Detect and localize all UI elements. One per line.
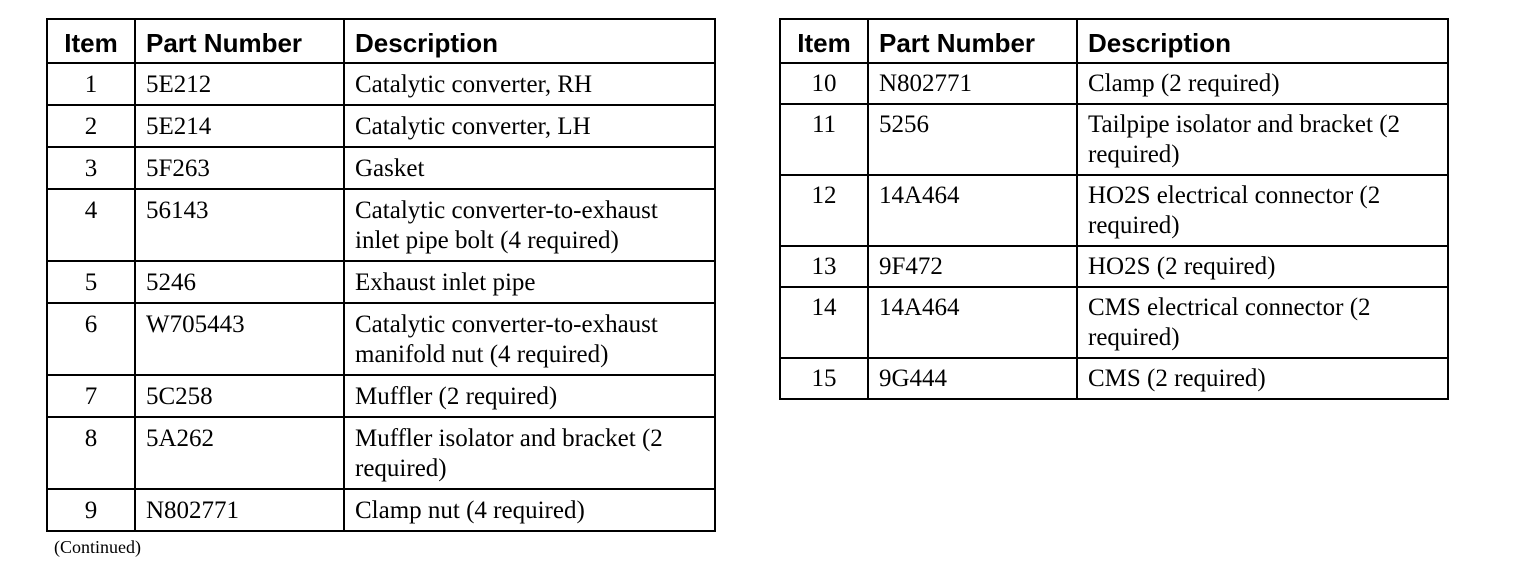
- item-cell: 4: [47, 189, 135, 261]
- item-cell: 14: [780, 287, 868, 358]
- table-row: [47, 189, 715, 261]
- table-row: [47, 489, 715, 531]
- description-cell: Catalytic converter, LH: [344, 105, 715, 147]
- table-row: [47, 147, 715, 189]
- description-cell: Catalytic converter, RH: [344, 63, 715, 105]
- item-cell: 9: [47, 489, 135, 531]
- part-number-cell: 5A262: [135, 417, 344, 489]
- item-cell: 15: [780, 358, 868, 399]
- description-cell: Catalytic converter-to-exhaust manifold nut (4 required): [344, 303, 715, 375]
- table-row: [47, 417, 715, 489]
- description-cell: Gasket: [344, 147, 715, 189]
- part-number-cell: 9G444: [868, 358, 1077, 399]
- part-number-cell: N802771: [868, 63, 1077, 104]
- parts-table-right: [779, 18, 1449, 400]
- description-cell: Muffler (2 required): [344, 375, 715, 417]
- table-row: [47, 261, 715, 303]
- column-header-description: Description: [1077, 19, 1448, 63]
- part-number-cell: 5E212: [135, 63, 344, 105]
- part-number-cell: 14A464: [868, 287, 1077, 358]
- item-cell: 13: [780, 246, 868, 287]
- continued-note: (Continued): [54, 537, 141, 557]
- item-cell: 3: [47, 147, 135, 189]
- item-cell: 10: [780, 63, 868, 104]
- item-cell: 6: [47, 303, 135, 375]
- column-header-item: Item: [47, 19, 135, 63]
- item-cell: 1: [47, 63, 135, 105]
- description-cell: CMS electrical connector (2 required): [1077, 287, 1448, 358]
- description-cell: HO2S (2 required): [1077, 246, 1448, 287]
- table-header-row: [780, 19, 1448, 63]
- table-row: [780, 246, 1448, 287]
- table-header-row: [47, 19, 715, 63]
- description-cell: Muffler isolator and bracket (2 required): [344, 417, 715, 489]
- item-cell: 2: [47, 105, 135, 147]
- description-cell: HO2S electrical connector (2 required): [1077, 175, 1448, 246]
- part-number-cell: 56143: [135, 189, 344, 261]
- column-header-part-number: Part Number: [868, 19, 1077, 63]
- description-cell: CMS (2 required): [1077, 358, 1448, 399]
- table-row: [780, 63, 1448, 104]
- part-number-cell: 9F472: [868, 246, 1077, 287]
- item-cell: 8: [47, 417, 135, 489]
- item-cell: 5: [47, 261, 135, 303]
- part-number-cell: 5E214: [135, 105, 344, 147]
- table-row: [780, 104, 1448, 175]
- table-row: [47, 303, 715, 375]
- table-row: [47, 375, 715, 417]
- description-cell: Clamp (2 required): [1077, 63, 1448, 104]
- part-number-cell: N802771: [135, 489, 344, 531]
- item-cell: 11: [780, 104, 868, 175]
- description-cell: Clamp nut (4 required): [344, 489, 715, 531]
- part-number-cell: 14A464: [868, 175, 1077, 246]
- description-cell: Exhaust inlet pipe: [344, 261, 715, 303]
- part-number-cell: 5C258: [135, 375, 344, 417]
- column-header-description: Description: [344, 19, 715, 63]
- part-number-cell: 5246: [135, 261, 344, 303]
- description-cell: Tailpipe isolator and bracket (2 required): [1077, 104, 1448, 175]
- part-number-cell: W705443: [135, 303, 344, 375]
- column-header-part-number: Part Number: [135, 19, 344, 63]
- table-row: [47, 63, 715, 105]
- table-row: [780, 358, 1448, 399]
- description-cell: Catalytic converter-to-exhaust inlet pipe bolt (4 required): [344, 189, 715, 261]
- part-number-cell: 5256: [868, 104, 1077, 175]
- table-row: [47, 105, 715, 147]
- column-header-item: Item: [780, 19, 868, 63]
- table-row: [780, 287, 1448, 358]
- item-cell: 7: [47, 375, 135, 417]
- table-row: [780, 175, 1448, 246]
- parts-table-left: [46, 18, 716, 532]
- item-cell: 12: [780, 175, 868, 246]
- part-number-cell: 5F263: [135, 147, 344, 189]
